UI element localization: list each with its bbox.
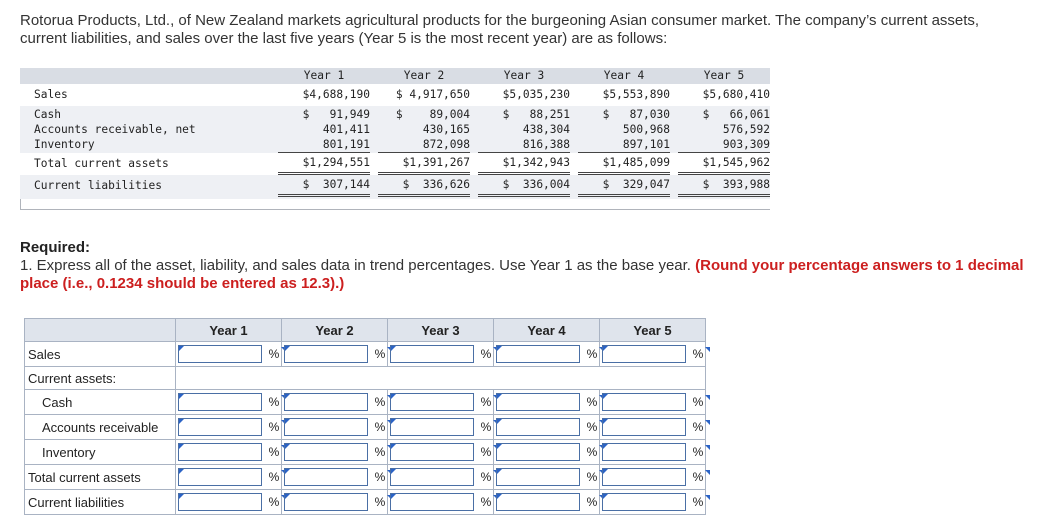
sales-year2-input[interactable]	[284, 345, 368, 363]
sales-year4-input[interactable]	[496, 345, 580, 363]
problem-intro: Rotorua Products, Ltd., of New Zealand markets agricultural products for the burgeoning Asian consumer market. The company’s current assets, current liabilities, and sales over the last five years (Year 5 is the most recent year) are as follows:	[20, 12, 980, 47]
trend-percentage-answer-grid	[24, 318, 706, 515]
answer-col-year4: Year 4	[494, 319, 600, 342]
row-current-liabilities: Current liabilities $ 307,144 $ 336,626 $ 336,004 $ 329,047 $ 393,988	[20, 175, 770, 199]
cl-year5-input[interactable]	[602, 493, 686, 511]
answer-row-accounts-receivable: Accounts receivable % % % % %	[25, 415, 706, 440]
inventory-year4-input[interactable]	[496, 443, 580, 461]
inventory-year3-input[interactable]	[390, 443, 474, 461]
cl-year1-input[interactable]	[178, 493, 262, 511]
col-header-year3: Year 3	[503, 69, 545, 82]
answer-row-current-assets-label: Current assets:	[25, 367, 706, 390]
tca-year4-input[interactable]	[496, 468, 580, 486]
cash-year2-input[interactable]	[284, 393, 368, 411]
answer-col-year3: Year 3	[388, 319, 494, 342]
data-table-header	[20, 68, 770, 84]
cl-year4-input[interactable]	[496, 493, 580, 511]
tca-year5-input[interactable]	[602, 468, 686, 486]
answer-row-inventory: Inventory % % % % %	[25, 440, 706, 465]
inventory-year2-input[interactable]	[284, 443, 368, 461]
cash-year3-input[interactable]	[390, 393, 474, 411]
ar-year1-input[interactable]	[178, 418, 262, 436]
answer-col-year1: Year 1	[176, 319, 282, 342]
col-header-year1: Year 1	[303, 69, 345, 82]
rounding-note: (Round your percentage answers to 1 decimal place (i.e., 0.1234 should be entered as 12.3).)	[20, 257, 1024, 292]
answer-grid-header	[25, 319, 706, 342]
inventory-year5-input[interactable]	[602, 443, 686, 461]
cl-year3-input[interactable]	[390, 493, 474, 511]
col-header-year2: Year 2	[403, 69, 445, 82]
sales-year3-input[interactable]	[390, 345, 474, 363]
col-header-year5: Year 5	[703, 69, 745, 82]
ar-year2-input[interactable]	[284, 418, 368, 436]
cash-year1-input[interactable]	[178, 393, 262, 411]
row-inventory: Inventory 801,191 872,098 816,388 897,101 903,309	[34, 138, 770, 151]
answer-col-year5: Year 5	[600, 319, 706, 342]
sales-year5-input[interactable]	[602, 345, 686, 363]
table-bottom-rule	[20, 199, 770, 210]
tca-year3-input[interactable]	[390, 468, 474, 486]
tca-year2-input[interactable]	[284, 468, 368, 486]
inventory-year1-input[interactable]	[178, 443, 262, 461]
answer-row-sales: Sales % % % % %	[25, 342, 706, 367]
answer-col-year2: Year 2	[282, 319, 388, 342]
financial-data-table	[20, 68, 770, 210]
tca-year1-input[interactable]	[178, 468, 262, 486]
required-instructions	[20, 257, 1025, 293]
required-heading: Required:	[20, 239, 91, 256]
sales-year1-input[interactable]	[178, 345, 262, 363]
cl-year2-input[interactable]	[284, 493, 368, 511]
row-cash: Cash $ 91,949 $ 89,004 $ 88,251 $ 87,030 $ 66,061	[34, 108, 770, 121]
current-assets-group	[20, 106, 770, 153]
answer-row-total-current-assets: Total current assets % % % % %	[25, 465, 706, 490]
cash-year4-input[interactable]	[496, 393, 580, 411]
required-text: 1. Express all of the asset, liability, and sales data in trend percentages. Use Year 1 as the base year.	[20, 257, 691, 274]
header-corner	[25, 319, 176, 342]
required-section	[20, 239, 1025, 293]
row-total-current-assets: Total current assets $1,294,551 $1,391,267 $1,342,943 $1,485,099 $1,545,962	[20, 153, 770, 175]
col-header-year4: Year 4	[603, 69, 645, 82]
row-accounts-receivable: Accounts receivable, net 401,411 430,165 438,304 500,968 576,592	[34, 123, 770, 136]
row-sales: Sales $4,688,190 $ 4,917,650 $5,035,230 $5,553,890 $5,680,410	[34, 88, 770, 101]
cash-year5-input[interactable]	[602, 393, 686, 411]
answer-row-current-liabilities: Current liabilities % % % % %	[25, 490, 706, 515]
answer-row-cash: Cash % % % % %	[25, 390, 706, 415]
ar-year5-input[interactable]	[602, 418, 686, 436]
ar-year3-input[interactable]	[390, 418, 474, 436]
ar-year4-input[interactable]	[496, 418, 580, 436]
